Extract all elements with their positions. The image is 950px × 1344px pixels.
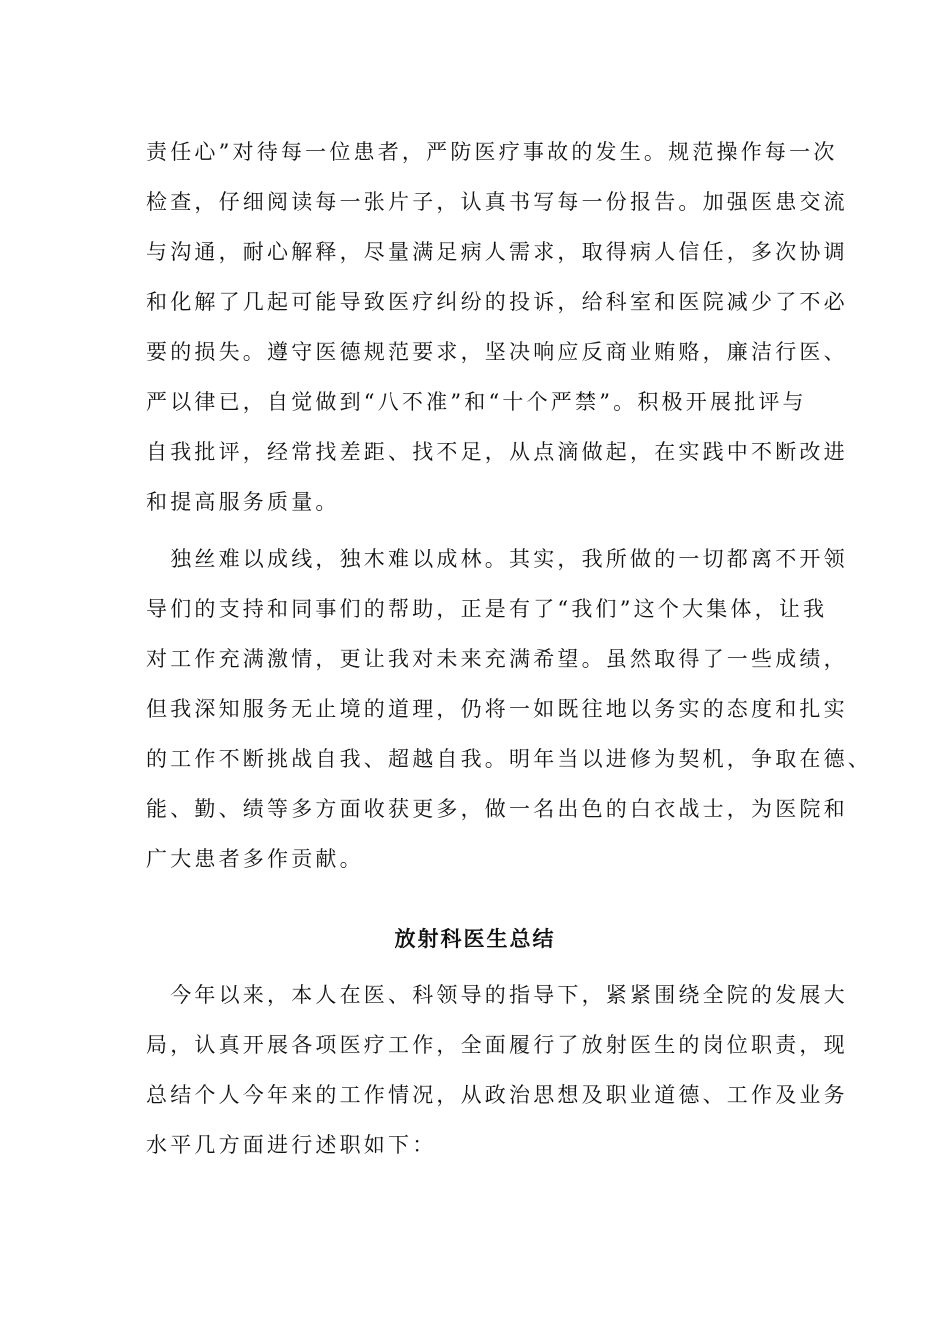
section-title: 放射科医生总结 [394,926,556,951]
text-line: 与沟通，耐心解释，尽量满足病人需求，取得病人信任，多次协调 [146,240,848,264]
text-line: 但我深知服务无止境的道理，仍将一如既往地以务实的态度和扎实 [146,697,848,721]
text-line: 能、勤、绩等多方面收获更多，做一名出色的白衣战士，为医院和 [146,797,848,821]
text-line: 严以律已，自觉做到“八不准”和“十个严禁”。积极开展批评与 [146,390,807,414]
text-line: 要的损失。遵守医德规范要求，坚决响应反商业贿赂，廉洁行医、 [146,340,848,364]
text-line: 和化解了几起可能导致医疗纠纷的投诉，给科室和医院减少了不必 [146,290,848,314]
text-line: 今年以来，本人在医、科领导的指导下，紧紧围绕全院的发展大 [146,983,848,1007]
text-line: 导们的支持和同事们的帮助，正是有了“我们”这个大集体，让我 [146,597,828,621]
text-line: 对工作充满激情，更让我对未来充满希望。虽然取得了一些成绩， [146,647,848,671]
text-line: 总结个人今年来的工作情况，从政治思想及职业道德、工作及业务 [146,1083,848,1107]
text-line: 独丝难以成线，独木难以成林。其实，我所做的一切都离不开领 [146,547,848,571]
text-line: 和提高服务质量。 [146,490,340,514]
text-line: 水平几方面进行述职如下： [146,1133,437,1157]
text-line: 检查，仔细阅读每一张片子，认真书写每一份报告。加强医患交流 [146,190,848,214]
text-line: 局，认真开展各项医疗工作，全面履行了放射医生的岗位职责，现 [146,1033,848,1057]
text-line: 广大患者多作贡献。 [146,847,364,871]
text-line: 自我批评，经常找差距、找不足，从点滴做起，在实践中不断改进 [146,440,848,464]
text-line: 责任心”对待每一位患者，严防医疗事故的发生。规范操作每一次 [146,140,838,164]
text-line: 的工作不断挑战自我、超越自我。明年当以进修为契机，争取在德、 [146,747,872,771]
